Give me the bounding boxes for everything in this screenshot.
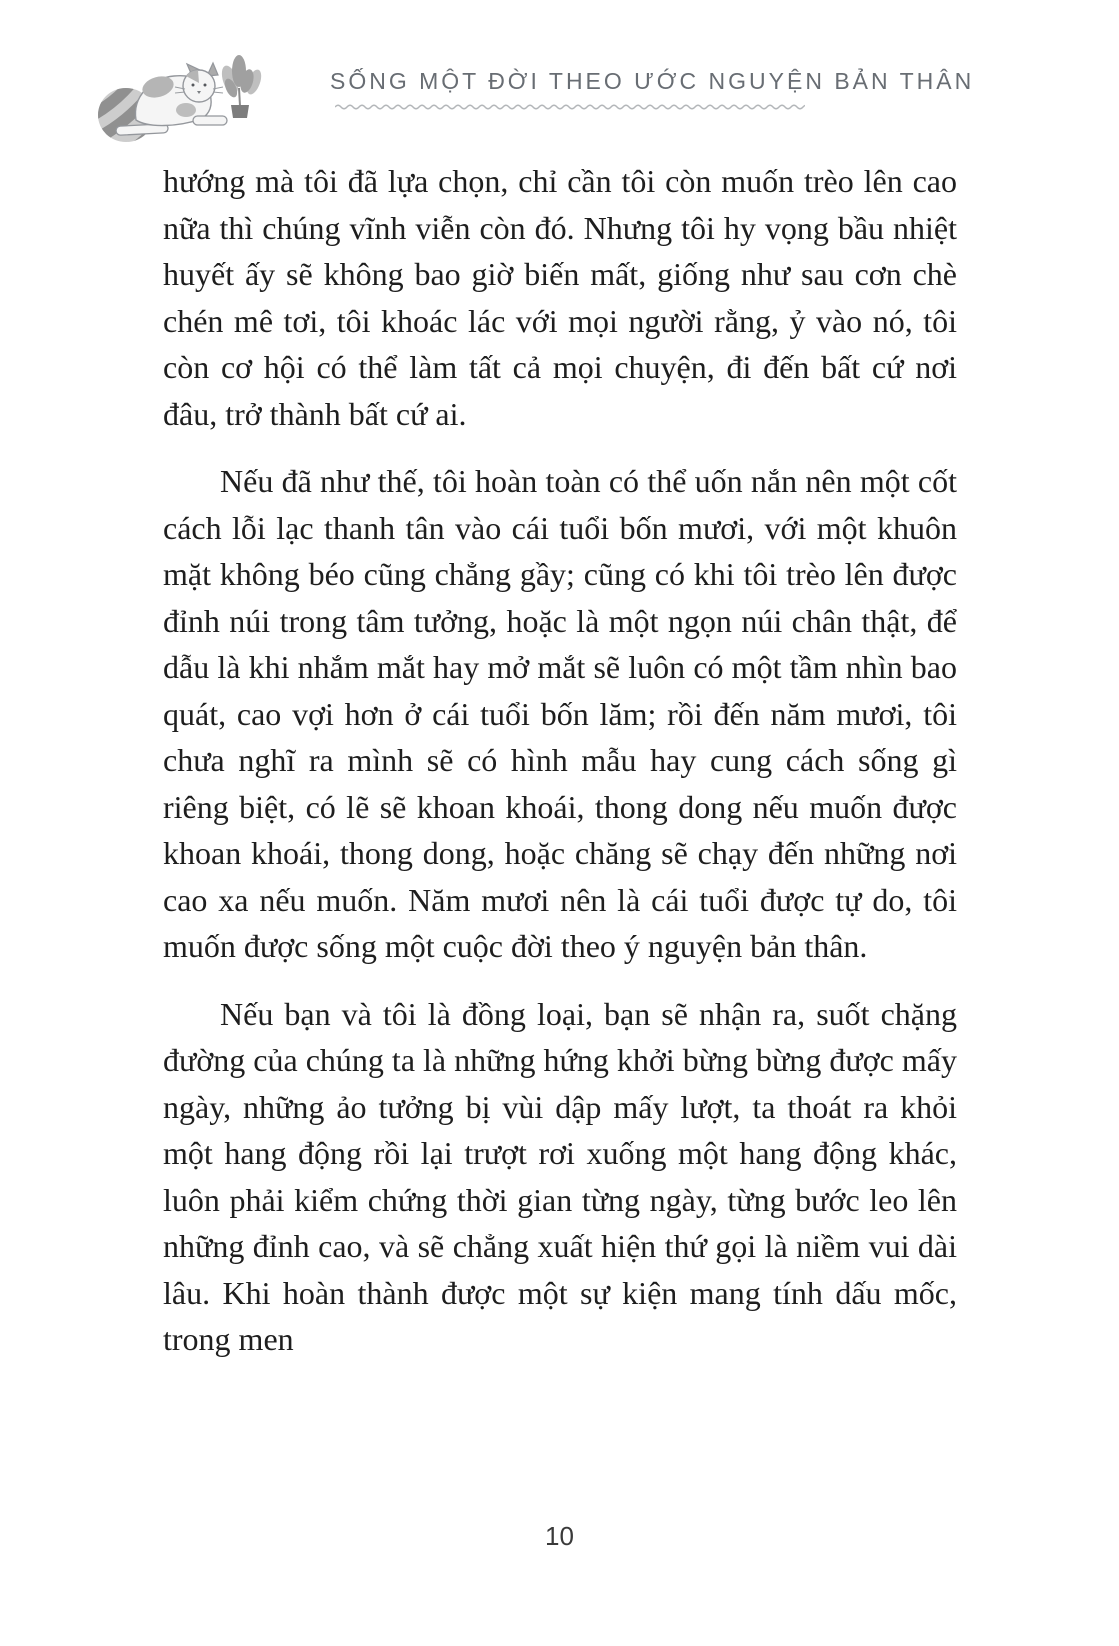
page-title: SỐNG MỘT ĐỜI THEO ƯỚC NGUYỆN BẢN THÂN	[330, 68, 975, 94]
running-head	[330, 68, 975, 112]
paragraph-3: Nếu bạn và tôi là đồng loại, bạn sẽ nhận ra, suốt chặng đường của chúng ta là những hứng khởi bừng bừng được mấy ngày, những ảo tưởng bị vùi dập mấy lượt, ta thoát ra khỏi một hang động rồi lại trượt rơi xuống một hang động khác, luôn phải kiểm chứng thời gian từng ngày, từng bước leo lên những đỉnh cao, và sẽ chẳng xuất hiện thứ gọi là niềm vui dài lâu. Khi hoàn thành được một sự kiện mang tính dấu mốc, trong men	[163, 995, 957, 1357]
paragraph-2: Nếu đã như thế, tôi hoàn toàn có thể uốn nắn nên một cốt cách lỗi lạc thanh tân vào cái tuổi bốn mươi, với một khuôn mặt không béo cũng chẳng gầy; cũng có khi tôi trèo lên được đỉnh núi trong tâm tưởng, hoặc là một ngọn núi chân thật, để dẫu là khi nhắm mắt hay mở mắt sẽ luôn có một tầm nhìn bao quát, cao vợi hơn ở cái tuổi bốn lăm; rồi đến năm mươi, tôi chưa nghĩ ra mình sẽ có hình mẫu hay cung cách sống gì riêng biệt, có lẽ sẽ khoan khoái, thong dong nếu muốn được khoan khoái, thong dong, hoặc chăng sẽ chạy đến những nơi cao xa nếu muốn. Năm mươi nên là cái tuổi được tự do, tôi muốn được sống một cuộc đời theo ý nguyện bản thân.	[163, 463, 957, 964]
body-text	[163, 158, 957, 1384]
cat-and-plant-illustration	[98, 50, 263, 145]
cat-illustration-icon	[98, 50, 263, 145]
page-header	[0, 0, 1119, 150]
plant-icon	[219, 55, 263, 118]
page-number: 10	[545, 1521, 574, 1551]
paragraph-1: hướng mà tôi đã lựa chọn, chỉ cần tôi còn muốn trèo lên cao nữa thì chúng vĩnh viễn còn đó. Nhưng tôi hy vọng bầu nhiệt huyết ấy sẽ không bao giờ biến mất, giống như sau cơn chè chén mê tơi, tôi khoác lác với mọi người rằng, ỷ vào nó, tôi còn cơ hội có thể làm tất cả mọi chuyện, đi đến bất cứ nơi đâu, trở thành bất cứ ai.	[163, 163, 957, 432]
wavy-divider-icon	[335, 102, 805, 112]
